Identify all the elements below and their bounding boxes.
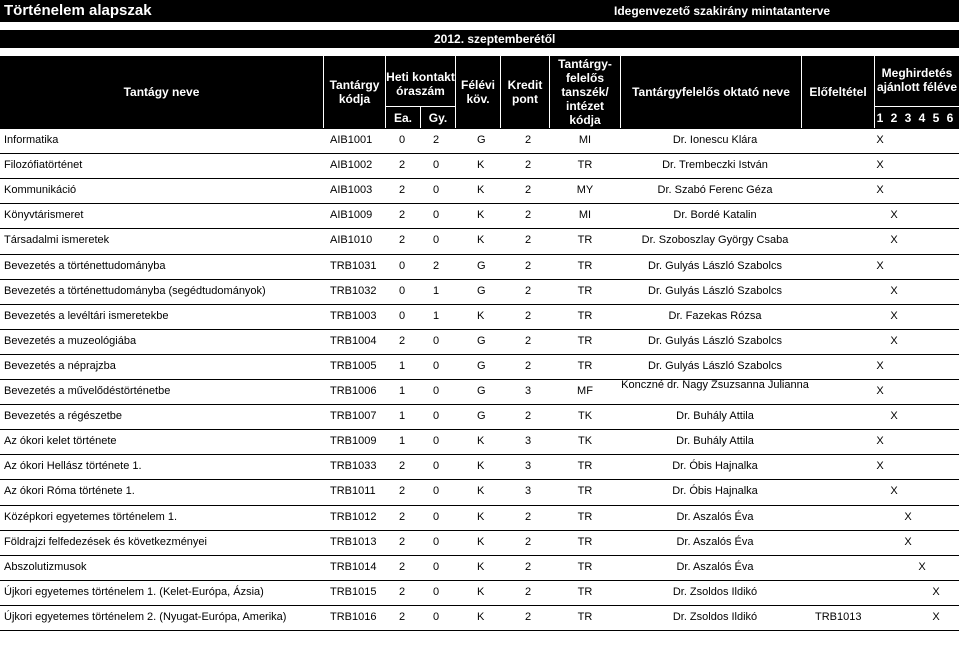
lecture-hours: 2 bbox=[399, 585, 406, 598]
row-divider bbox=[0, 329, 959, 330]
table-row bbox=[0, 454, 959, 479]
credit-points: 2 bbox=[525, 259, 532, 272]
credit-points: 2 bbox=[525, 334, 532, 347]
lecture-hours: 1 bbox=[399, 410, 406, 423]
row-divider bbox=[0, 454, 959, 455]
course-code: TRB1003 bbox=[330, 309, 377, 322]
department-code: TR bbox=[577, 334, 593, 347]
practice-hours: 0 bbox=[433, 560, 440, 573]
course-code: TRB1016 bbox=[330, 610, 377, 623]
practice-hours: 0 bbox=[433, 209, 440, 222]
course-code: TRB1033 bbox=[330, 460, 377, 473]
practice-hours: 0 bbox=[433, 334, 440, 347]
course-name: Társadalmi ismeretek bbox=[4, 234, 110, 247]
term-requirement: G bbox=[477, 359, 486, 372]
header-ea: Ea. bbox=[393, 110, 412, 125]
table-row bbox=[0, 354, 959, 379]
semester-number-3: 3 bbox=[904, 111, 912, 125]
course-name: Az ókori kelet története bbox=[4, 435, 117, 448]
document-title: Történelem alapszak bbox=[4, 2, 152, 19]
header-teacher: Tantárgyfelelős oktató neve bbox=[632, 85, 790, 99]
department-code: TR bbox=[577, 610, 593, 623]
course-code: TRB1006 bbox=[330, 385, 377, 397]
row-divider bbox=[0, 530, 959, 531]
term-requirement: K bbox=[477, 610, 485, 623]
department-code: TR bbox=[577, 460, 593, 473]
semester-number-6: 6 bbox=[946, 111, 954, 125]
term-requirement: K bbox=[477, 460, 485, 473]
teacher-name: Dr. Aszalós Éva bbox=[676, 535, 754, 548]
date-line: 2012. szeptemberétől bbox=[434, 32, 556, 46]
lecture-hours: 0 bbox=[399, 309, 406, 322]
semester-mark: X bbox=[876, 259, 884, 272]
course-name: Bevezetés a művelődéstörténetbe bbox=[4, 385, 171, 397]
course-code: TRB1011 bbox=[330, 485, 376, 498]
course-code: TRB1005 bbox=[330, 359, 377, 372]
row-divider bbox=[0, 153, 959, 154]
credit-points: 3 bbox=[525, 460, 532, 473]
credit-points: 2 bbox=[525, 134, 532, 146]
semester-number-row bbox=[875, 56, 959, 128]
table-row bbox=[0, 153, 959, 178]
credit-points: 3 bbox=[525, 485, 532, 498]
term-requirement: G bbox=[477, 134, 486, 146]
lecture-hours: 2 bbox=[399, 209, 406, 222]
row-divider bbox=[0, 555, 959, 556]
credit-points: 2 bbox=[525, 560, 532, 573]
lecture-hours: 1 bbox=[399, 359, 406, 372]
credit-points: 2 bbox=[525, 510, 532, 523]
course-code: AIB1002 bbox=[330, 159, 373, 172]
department-code: TR bbox=[577, 259, 593, 272]
row-divider bbox=[0, 228, 959, 229]
credit-points: 2 bbox=[525, 585, 532, 598]
course-code: TRB1013 bbox=[330, 535, 377, 548]
term-requirement: K bbox=[477, 585, 485, 598]
term-requirement: K bbox=[477, 309, 485, 322]
term-requirement: K bbox=[477, 159, 485, 172]
department-code: TR bbox=[577, 560, 593, 573]
teacher-name: Dr. Zsoldos Ildikó bbox=[672, 585, 758, 598]
row-divider bbox=[0, 429, 959, 430]
row-divider bbox=[0, 203, 959, 204]
semester-number-4: 4 bbox=[918, 111, 926, 125]
course-code: TRB1007 bbox=[330, 410, 377, 423]
course-name: Bevezetés a régészetbe bbox=[4, 410, 123, 423]
course-name: Az ókori Hellász története 1. bbox=[4, 460, 142, 473]
practice-hours: 1 bbox=[433, 284, 440, 297]
lecture-hours: 2 bbox=[399, 184, 406, 197]
teacher-name: Dr. Buhály Attila bbox=[676, 410, 754, 423]
department-code: TK bbox=[577, 435, 593, 448]
lecture-hours: 2 bbox=[399, 159, 406, 172]
row-divider bbox=[0, 178, 959, 179]
semester-mark: X bbox=[876, 435, 884, 448]
table-row bbox=[0, 530, 959, 555]
teacher-name: Dr. Gulyás László Szabolcs bbox=[648, 359, 782, 372]
department-code: TR bbox=[577, 485, 593, 498]
credit-points: 2 bbox=[525, 184, 532, 197]
lecture-hours: 1 bbox=[399, 435, 406, 448]
row-divider bbox=[0, 354, 959, 355]
department-code: TR bbox=[577, 284, 593, 297]
semester-mark: X bbox=[876, 460, 884, 473]
credit-points: 2 bbox=[525, 410, 532, 423]
semester-mark: X bbox=[876, 159, 884, 172]
practice-hours: 0 bbox=[433, 585, 440, 598]
teacher-name: Dr. Szabó Ferenc Géza bbox=[657, 184, 773, 197]
term-requirement: K bbox=[477, 510, 485, 523]
lecture-hours: 0 bbox=[399, 284, 406, 297]
credit-points: 2 bbox=[525, 159, 532, 172]
term-requirement: G bbox=[477, 259, 486, 272]
table-row bbox=[0, 329, 959, 354]
credit-points: 3 bbox=[525, 385, 532, 397]
table-row bbox=[0, 479, 959, 504]
row-divider bbox=[0, 379, 959, 380]
teacher-name: Dr. Buhály Attila bbox=[676, 435, 754, 448]
department-code: MI bbox=[578, 134, 592, 146]
teacher-name: Dr. Bordé Katalin bbox=[673, 209, 757, 222]
row-divider bbox=[0, 128, 959, 129]
teacher-name: Dr. Gulyás László Szabolcs bbox=[648, 259, 782, 272]
department-code: TR bbox=[577, 159, 593, 172]
semester-number-2: 2 bbox=[890, 111, 898, 125]
semester-mark: X bbox=[876, 359, 884, 372]
table-row bbox=[0, 178, 959, 203]
lecture-hours: 2 bbox=[399, 460, 406, 473]
term-requirement: K bbox=[477, 535, 485, 548]
table-header bbox=[0, 56, 959, 128]
header-weekly-hours: Heti kontakt óraszám bbox=[386, 70, 455, 98]
practice-hours: 0 bbox=[433, 184, 440, 197]
header-term-requirement: Félévi köv. bbox=[460, 78, 496, 106]
practice-hours: 0 bbox=[433, 159, 440, 172]
semester-mark: X bbox=[876, 134, 884, 146]
teacher-name: Dr. Aszalós Éva bbox=[676, 560, 754, 573]
teacher-name: Dr. Aszalós Éva bbox=[676, 510, 754, 523]
semester-mark: X bbox=[890, 234, 898, 247]
semester-mark: X bbox=[890, 209, 898, 222]
term-requirement: K bbox=[477, 560, 485, 573]
teacher-name: Dr. Ionescu Klára bbox=[672, 134, 758, 146]
teacher-name: Dr. Fazekas Rózsa bbox=[668, 309, 762, 322]
table-row bbox=[0, 254, 959, 279]
practice-hours: 2 bbox=[433, 259, 440, 272]
semester-mark: X bbox=[890, 334, 898, 347]
semester-number-5: 5 bbox=[932, 111, 940, 125]
credit-points: 2 bbox=[525, 234, 532, 247]
credit-points: 2 bbox=[525, 359, 532, 372]
practice-hours: 0 bbox=[433, 435, 440, 448]
department-code: TR bbox=[577, 535, 593, 548]
lecture-hours: 0 bbox=[399, 259, 406, 272]
course-name: Bevezetés a néprajzba bbox=[4, 359, 116, 372]
practice-hours: 0 bbox=[433, 410, 440, 423]
row-divider bbox=[0, 605, 959, 606]
department-code: TR bbox=[577, 309, 593, 322]
header-prerequisite: Előfeltétel bbox=[809, 85, 867, 99]
credit-points: 2 bbox=[525, 535, 532, 548]
row-divider bbox=[0, 279, 959, 280]
row-divider bbox=[0, 254, 959, 255]
document-subtitle: Idegenvezető szakirány mintatanterve bbox=[614, 4, 831, 18]
semester-mark: X bbox=[890, 410, 898, 423]
practice-hours: 0 bbox=[433, 535, 440, 548]
course-code: AIB1003 bbox=[330, 184, 373, 197]
course-name: Kommunikáció bbox=[4, 184, 77, 197]
prerequisite: TRB1013 bbox=[815, 610, 862, 623]
table-row bbox=[0, 228, 959, 253]
teacher-name: Konczné dr. Nagy Zsuzsanna Julianna bbox=[621, 379, 809, 391]
table-row bbox=[0, 304, 959, 329]
course-name: Bevezetés a levéltári ismeretekbe bbox=[4, 309, 169, 322]
lecture-hours: 2 bbox=[399, 610, 406, 623]
semester-mark: X bbox=[932, 610, 940, 623]
course-name: Informatika bbox=[4, 134, 59, 146]
course-code: TRB1012 bbox=[330, 510, 377, 523]
course-code: AIB1010 bbox=[330, 234, 373, 247]
term-requirement: G bbox=[477, 284, 486, 297]
credit-points: 3 bbox=[525, 435, 532, 448]
course-code: TRB1031 bbox=[330, 259, 377, 272]
credit-points: 2 bbox=[525, 309, 532, 322]
teacher-name: Dr. Gulyás László Szabolcs bbox=[648, 334, 782, 347]
course-code: TRB1009 bbox=[330, 435, 377, 448]
course-name: Földrajzi felfedezések és következményei bbox=[4, 535, 207, 548]
lecture-hours: 2 bbox=[399, 234, 406, 247]
table-row bbox=[0, 429, 959, 454]
practice-hours: 0 bbox=[433, 485, 440, 498]
course-name: Bevezetés a muzeológiába bbox=[4, 334, 137, 347]
course-name: Abszolutizmusok bbox=[4, 560, 87, 573]
header-credit: Kredit pont bbox=[507, 78, 543, 106]
header-course-name: Tantágy neve bbox=[123, 85, 200, 99]
table-row bbox=[0, 605, 959, 630]
table-row bbox=[0, 555, 959, 580]
lecture-hours: 2 bbox=[399, 334, 406, 347]
header-course-code: Tantárgy kódja bbox=[329, 78, 380, 106]
course-name: Az ókori Róma története 1. bbox=[4, 485, 135, 498]
row-divider bbox=[0, 479, 959, 480]
course-code: TRB1015 bbox=[330, 585, 377, 598]
department-code: TR bbox=[577, 359, 593, 372]
semester-mark: X bbox=[890, 284, 898, 297]
row-divider bbox=[0, 505, 959, 506]
department-code: MI bbox=[578, 209, 592, 222]
lecture-hours: 2 bbox=[399, 485, 406, 498]
practice-hours: 0 bbox=[433, 460, 440, 473]
practice-hours: 0 bbox=[433, 359, 440, 372]
semester-mark: X bbox=[904, 535, 912, 548]
term-requirement: K bbox=[477, 234, 485, 247]
semester-mark: X bbox=[932, 585, 940, 598]
course-name: Bevezetés a történettudományba bbox=[4, 259, 166, 272]
credit-points: 2 bbox=[525, 284, 532, 297]
department-code: MY bbox=[576, 184, 594, 197]
table-row bbox=[0, 279, 959, 304]
teacher-name: Dr. Trembeczki István bbox=[662, 159, 768, 172]
row-divider bbox=[0, 304, 959, 305]
teacher-name: Dr. Szoboszlay György Csaba bbox=[641, 234, 789, 247]
course-name: Középkori egyetemes történelem 1. bbox=[4, 510, 178, 523]
semester-mark: X bbox=[876, 385, 884, 397]
course-code: TRB1032 bbox=[330, 284, 377, 297]
course-name: Könyvtárismeret bbox=[4, 209, 84, 222]
teacher-name: Dr. Óbis Hajnalka bbox=[672, 485, 758, 498]
department-code: TK bbox=[577, 410, 593, 423]
table-row bbox=[0, 379, 959, 404]
lecture-hours: 2 bbox=[399, 535, 406, 548]
course-code: TRB1004 bbox=[330, 334, 377, 347]
department-code: TR bbox=[577, 234, 593, 247]
semester-mark: X bbox=[890, 485, 898, 498]
credit-points: 2 bbox=[525, 209, 532, 222]
course-name: Filozófiatörténet bbox=[4, 159, 83, 172]
course-name: Újkori egyetemes történelem 1. (Kelet-Európa, Ázsia) bbox=[4, 585, 264, 598]
term-requirement: K bbox=[477, 485, 485, 498]
term-requirement: K bbox=[477, 209, 485, 222]
semester-mark: X bbox=[904, 510, 912, 523]
course-code: AIB1009 bbox=[330, 209, 373, 222]
term-requirement: K bbox=[477, 435, 485, 448]
lecture-hours: 2 bbox=[399, 510, 406, 523]
department-code: TR bbox=[577, 585, 593, 598]
term-requirement: G bbox=[477, 385, 486, 397]
teacher-name: Dr. Óbis Hajnalka bbox=[672, 460, 758, 473]
semester-mark: X bbox=[890, 309, 898, 322]
semester-mark: X bbox=[876, 184, 884, 197]
department-code: TR bbox=[577, 510, 593, 523]
header-department: Tantárgy- felelős tanszék/ intézet kódja bbox=[558, 57, 612, 127]
semester-mark: X bbox=[918, 560, 926, 573]
course-code: TRB1014 bbox=[330, 560, 377, 573]
term-requirement: G bbox=[477, 410, 486, 423]
term-requirement: G bbox=[477, 334, 486, 347]
course-code: AIB1001 bbox=[330, 134, 373, 146]
department-code: MF bbox=[577, 385, 593, 397]
table-row bbox=[0, 404, 959, 429]
teacher-name: Dr. Zsoldos Ildikó bbox=[672, 610, 758, 623]
course-name: Újkori egyetemes történelem 2. (Nyugat-Európa, Amerika) bbox=[4, 610, 287, 623]
lecture-hours: 0 bbox=[399, 134, 406, 146]
table-row bbox=[0, 630, 959, 655]
table-row bbox=[0, 505, 959, 530]
practice-hours: 0 bbox=[433, 610, 440, 623]
practice-hours: 0 bbox=[433, 234, 440, 247]
semester-number-1: 1 bbox=[876, 111, 884, 125]
credit-points: 2 bbox=[525, 610, 532, 623]
course-name: Bevezetés a történettudományba (segédtudományok) bbox=[4, 284, 266, 297]
header-semester-title: Meghirdetés ajánlott féléve bbox=[876, 66, 958, 94]
row-divider bbox=[0, 580, 959, 581]
practice-hours: 2 bbox=[433, 134, 440, 146]
header-gy: Gy. bbox=[428, 110, 448, 125]
table-row bbox=[0, 203, 959, 228]
teacher-name: Dr. Gulyás László Szabolcs bbox=[648, 284, 782, 297]
practice-hours: 0 bbox=[433, 385, 440, 397]
practice-hours: 0 bbox=[433, 510, 440, 523]
term-requirement: K bbox=[477, 184, 485, 197]
lecture-hours: 2 bbox=[399, 560, 406, 573]
table-row bbox=[0, 580, 959, 605]
row-divider bbox=[0, 404, 959, 405]
table-row bbox=[0, 128, 959, 153]
lecture-hours: 1 bbox=[399, 385, 406, 397]
practice-hours: 1 bbox=[433, 309, 440, 322]
